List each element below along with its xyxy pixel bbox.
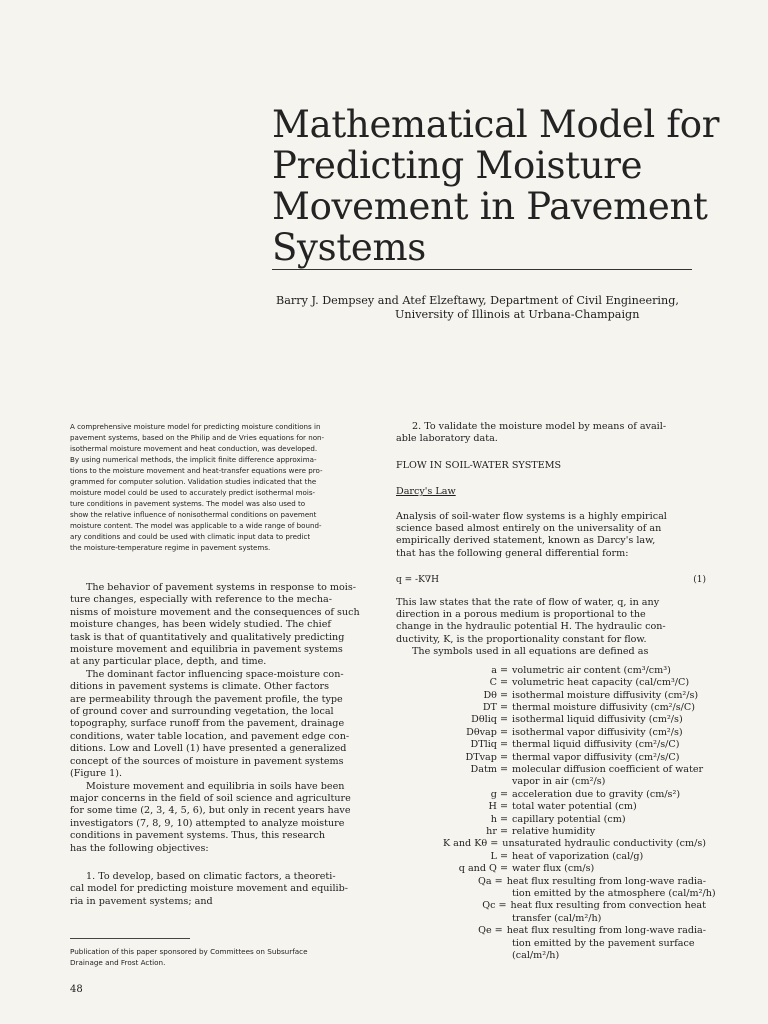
- symbol-definition: [410, 764, 706, 776]
- paper-title: [272, 104, 742, 268]
- abstract-line: moisture content. The model was applicable to a wide range of bound-: [70, 521, 322, 530]
- symbol-description: volumetric heat capacity (cal/cm³/C): [512, 677, 690, 689]
- symbol-definition: [410, 714, 706, 726]
- body-line: change in the hydraulic potential H. The hydraulic con-: [396, 621, 666, 633]
- footnote-line: Drainage and Frost Action.: [70, 958, 166, 967]
- title-line: Movement in Pavement: [272, 185, 708, 228]
- body-line: for some time (2, 3, 4, 5, 6), but only in recent years have: [70, 805, 351, 817]
- symbol-description: capillary potential (cm): [512, 813, 626, 825]
- abstract-line: By using numerical methods, the implicit finite difference approxima-: [70, 455, 317, 464]
- body-line: moisture movement and equilibria in pavement systems: [70, 644, 343, 656]
- symbol-definition: [410, 925, 706, 937]
- symbol: Datm =: [470, 763, 508, 775]
- objective-line: ria in pavement systems; and: [70, 895, 213, 907]
- section-heading: FLOW IN SOIL-WATER SYSTEMS: [396, 459, 562, 471]
- symbol: DTliq =: [470, 739, 508, 751]
- author-line: Barry J. Dempsey and Atef Elzeftawy, Department of Civil Engineering,: [276, 294, 679, 307]
- objective-line: cal model for predicting moisture movement and equilib-: [70, 883, 348, 895]
- symbol-description: total water potential (cm): [512, 801, 637, 813]
- abstract-line: the moisture-temperature regime in pavement systems.: [70, 543, 271, 552]
- symbol-description: heat flux resulting from convection heat: [510, 900, 706, 912]
- body-line: at any particular place, depth, and time.: [70, 656, 267, 668]
- body-line: empirically derived statement, known as Darcy's law,: [396, 535, 656, 547]
- equation-number: (1): [693, 575, 706, 586]
- continuation-text: tion emitted by the atmosphere (cal/m²/h): [512, 888, 716, 899]
- symbol-definition: [410, 702, 706, 714]
- body-line: science based almost entirely on the universality of an: [396, 523, 662, 535]
- symbol-definition: [410, 826, 706, 838]
- body-line: are permeability through the pavement profile, the type: [70, 693, 343, 705]
- symbol-description: molecular diffusion coefficient of water: [512, 763, 704, 775]
- abstract-line: moisture model could be used to accurately predict isothermal mois-: [70, 488, 316, 497]
- paragraph-gap: [396, 446, 706, 460]
- paragraph-gap: [396, 499, 706, 511]
- symbol: Dθ =: [483, 689, 508, 701]
- symbol: C =: [489, 677, 508, 689]
- symbol: Dθliq =: [471, 714, 508, 726]
- body-line: conditions, water table location, and pavement edge con-: [70, 730, 350, 742]
- symbol-description: unsaturated hydraulic conductivity (cm/s): [502, 838, 706, 850]
- abstract-line: A comprehensive moisture model for predicting moisture conditions in: [70, 422, 321, 431]
- abstract-line: grammed for computer solution. Validation studies indicated that the: [70, 477, 317, 486]
- symbol-description: thermal vapor diffusivity (cm²/s/C): [512, 751, 680, 763]
- body-line: concept of the sources of moisture in pavement systems: [70, 755, 344, 767]
- symbol: K and Kθ =: [442, 838, 499, 850]
- symbol: DT =: [482, 701, 508, 713]
- symbol-list: [410, 664, 716, 963]
- body-line: has the following objectives:: [70, 842, 209, 854]
- symbol-definition: [410, 801, 706, 813]
- abstract-line: pavement systems, based on the Philip and de Vries equations for non-: [70, 433, 325, 442]
- symbol: Dθvap =: [466, 726, 508, 738]
- body-line: of ground cover and surrounding vegetation, the local: [70, 706, 334, 718]
- body-line: The symbols used in all equations are defined as: [412, 646, 649, 658]
- symbol-description: isothermal moisture diffusivity (cm²/s): [512, 689, 699, 701]
- affiliation-line: University of Illinois at Urbana-Champaign: [395, 308, 640, 321]
- symbol-description: volumetric air content (cm³/cm³): [512, 664, 671, 676]
- symbol-description-continued: [410, 776, 706, 788]
- symbol-definition: [410, 752, 706, 764]
- symbol-description-continued: [410, 938, 706, 950]
- symbol: H =: [488, 801, 508, 813]
- body-line: The dominant factor influencing space-moisture con-: [86, 668, 344, 680]
- symbol-definition: [410, 876, 706, 888]
- objective-line: 1. To develop, based on climatic factors, a theoreti-: [86, 870, 336, 882]
- body-line: investigators (7, 8, 9, 10) attempted to analyze moisture: [70, 817, 345, 829]
- body-line: Analysis of soil-water flow systems is a highly empirical: [396, 510, 667, 522]
- symbol-definition: [410, 900, 706, 912]
- symbol: g =: [490, 788, 508, 800]
- continuation-text: transfer (cal/m²/h): [512, 912, 602, 924]
- symbol-definition: [410, 727, 706, 739]
- symbol: a =: [491, 664, 508, 676]
- symbol: Qc =: [482, 900, 507, 912]
- symbol-description: isothermal liquid diffusivity (cm²/s): [512, 714, 683, 726]
- left-column-body: [70, 582, 380, 908]
- symbol-definition: [410, 838, 706, 850]
- body-line: major concerns in the field of soil science and agriculture: [70, 792, 351, 804]
- abstract-line: show the relative influence of nonisothermal conditions on pavement: [70, 510, 317, 519]
- symbol-description: relative humidity: [512, 825, 596, 837]
- symbol: Qa =: [478, 875, 503, 887]
- objective-line: able laboratory data.: [396, 433, 498, 445]
- title-line: Systems: [272, 226, 426, 269]
- symbol: L =: [490, 850, 508, 862]
- symbol: DTvap =: [465, 751, 508, 763]
- equation-1: [396, 574, 706, 586]
- body-line: ditions in pavement systems is climate. Other factors: [70, 681, 330, 693]
- symbol-description-continued: [410, 913, 706, 925]
- body-line: ture changes, especially with reference to the mecha-: [70, 594, 332, 606]
- abstract: [70, 421, 372, 553]
- symbol-definition: [410, 789, 706, 801]
- symbol: hr =: [486, 825, 508, 837]
- objective-line: 2. To validate the moisture model by means of avail-: [412, 421, 667, 432]
- body-line: moisture changes, has been widely studied. The chief: [70, 619, 331, 631]
- footnote-separator: [70, 938, 190, 939]
- body-line: direction in a porous medium is proportional to the: [396, 609, 646, 621]
- symbol: Qe =: [478, 925, 503, 937]
- symbol-definition: [410, 863, 706, 875]
- body-line: This law states that the rate of flow of water, q, in any: [396, 596, 660, 608]
- subsection-heading: Darcy's Law: [396, 486, 456, 498]
- symbol-definition: [410, 690, 706, 702]
- body-line: conditions in pavement systems. Thus, this research: [70, 830, 325, 842]
- body-line: that has the following general differential form:: [396, 547, 629, 559]
- paragraph-gap: [70, 855, 380, 871]
- body-line: Moisture movement and equilibria in soils have been: [86, 780, 345, 792]
- symbol-description: water flux (cm/s): [512, 863, 595, 875]
- body-line: The behavior of pavement systems in response to mois-: [86, 582, 357, 593]
- title-rule: [272, 269, 692, 270]
- paragraph-gap: [396, 560, 706, 572]
- symbol-definition: [410, 677, 706, 689]
- right-column-body: [396, 421, 716, 962]
- body-line: topography, surface runoff from the pavement, drainage: [70, 718, 345, 730]
- paragraph-gap: [396, 472, 706, 486]
- abstract-line: tions to the moisture movement and heat-transfer equations were pro-: [70, 466, 323, 475]
- body-line: ductivity, K, is the proportionality constant for flow.: [396, 633, 647, 645]
- continuation-text: vapor in air (cm²/s): [512, 776, 606, 788]
- abstract-line: ary conditions and could be used with climatic input data to predict: [70, 532, 311, 541]
- symbol-description: heat of vaporization (cal/g): [512, 850, 644, 862]
- symbol-definition: [410, 739, 706, 751]
- page-number: 48: [70, 984, 83, 995]
- symbol-description: isothermal vapor diffusivity (cm²/s): [512, 726, 683, 738]
- symbol: q and Q =: [458, 863, 508, 875]
- body-line: task is that of quantitatively and qualitatively predicting: [70, 631, 345, 643]
- symbol-description: thermal liquid diffusivity (cm²/s/C): [512, 739, 680, 751]
- symbol: h =: [490, 813, 508, 825]
- equation-text: q = -K∇H: [396, 575, 439, 586]
- continuation-text: tion emitted by the pavement surface: [512, 937, 695, 949]
- body-line: (Figure 1).: [70, 768, 122, 780]
- continuation-text: (cal/m²/h): [512, 950, 560, 962]
- symbol-description: heat flux resulting from long-wave radia-: [506, 875, 706, 887]
- symbol-description-continued: [410, 950, 706, 962]
- title-line: Mathematical Model for: [272, 103, 720, 146]
- symbol-description: acceleration due to gravity (cm/s²): [512, 788, 681, 800]
- symbol-description-continued: [410, 888, 716, 900]
- symbol-definition: [410, 665, 706, 677]
- title-line: Predicting Moisture: [272, 144, 643, 187]
- symbol-definition: [410, 851, 706, 863]
- footnote-line: Publication of this paper sponsored by Committees on Subsurface: [70, 947, 308, 956]
- symbol-description: heat flux resulting from long-wave radia-: [506, 925, 706, 937]
- abstract-line: ture conditions in pavement systems. The model was also used to: [70, 499, 306, 508]
- body-line: nisms of moisture movement and the consequences of such: [70, 606, 360, 618]
- abstract-line: isothermal moisture movement and heat conduction, was developed.: [70, 444, 318, 453]
- body-line: ditions. Low and Lovell (1) have presented a generalized: [70, 743, 347, 755]
- symbol-description: thermal moisture diffusivity (cm²/s/C): [512, 701, 695, 713]
- symbol-definition: [410, 814, 706, 826]
- footnote: [70, 946, 390, 968]
- author-block: [276, 294, 736, 322]
